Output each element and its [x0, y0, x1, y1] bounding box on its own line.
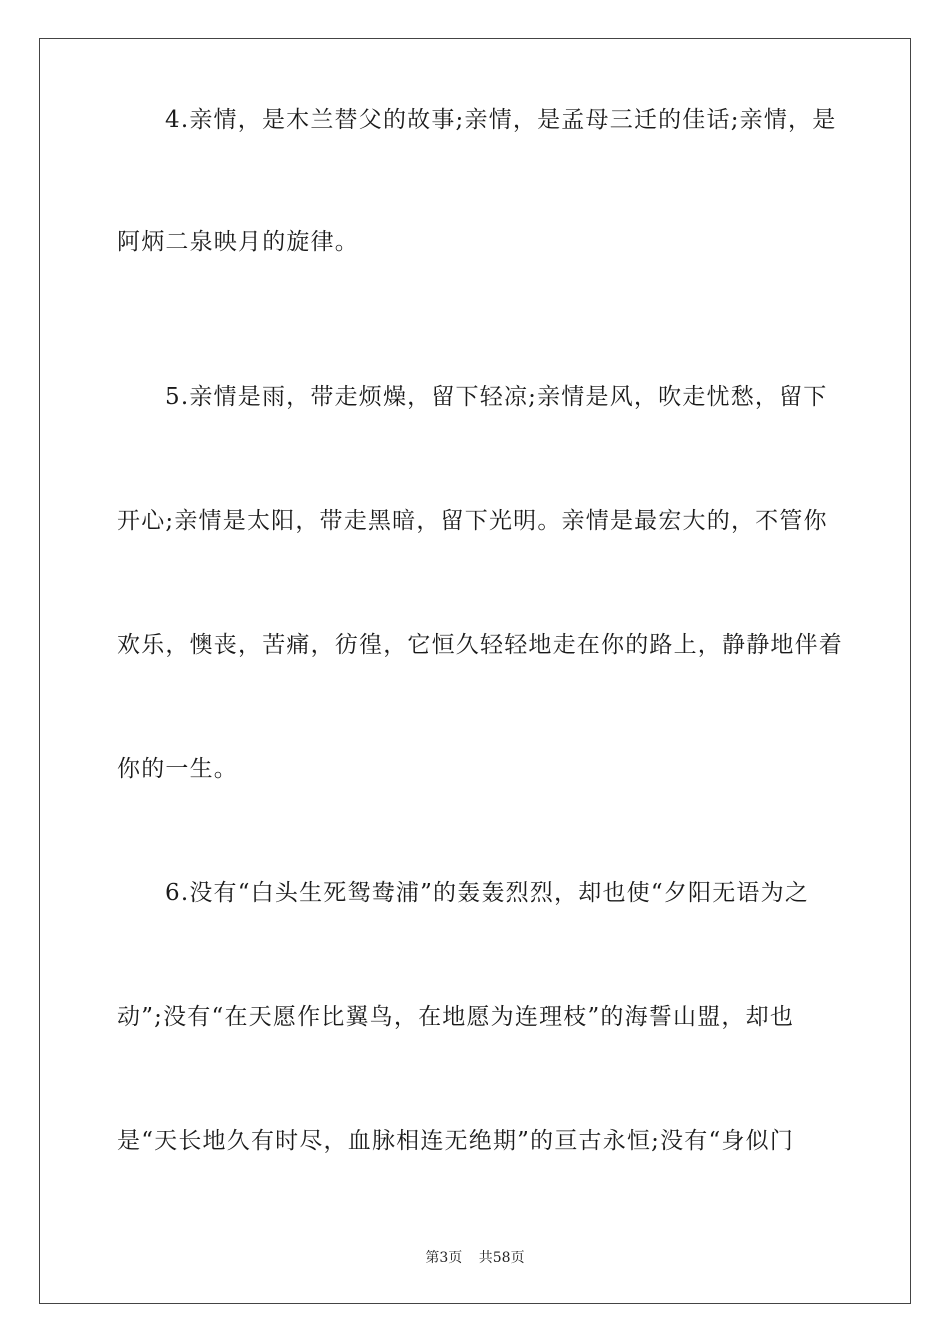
total-page-count: 共58页	[478, 1250, 525, 1266]
paragraph-line: 阿炳二泉映月的旋律。	[117, 229, 359, 255]
paragraph-line: 开心;亲情是太阳，带走黑暗，留下光明。亲情是最宏大的，不管你	[117, 508, 828, 534]
paragraph-line: 欢乐，懊丧，苦痛，彷徨，它恒久轻轻地走在你的路上，静静地伴着	[117, 632, 843, 658]
paragraph-line: 4.亲情，是木兰替父的故事;亲情，是孟母三迁的佳话;亲情，是	[165, 107, 837, 133]
paragraph-line: 你的一生。	[117, 756, 238, 782]
paragraph-line: 是“天长地久有时尽，血脉相连无绝期”的亘古永恒;没有“身似门	[117, 1128, 795, 1154]
current-page-number: 第3页	[425, 1250, 463, 1266]
paragraph-line: 动”;没有“在天愿作比翼鸟，在地愿为连理枝”的海誓山盟，却也	[117, 1004, 795, 1030]
paragraph-line: 6.没有“白头生死鸳鸯浦”的轰轰烈烈，却也使“夕阳无语为之	[165, 880, 810, 906]
page-footer	[0, 1247, 950, 1267]
paragraph-line: 5.亲情是雨，带走烦燥，留下轻凉;亲情是风，吹走忧愁，留下	[165, 384, 828, 410]
